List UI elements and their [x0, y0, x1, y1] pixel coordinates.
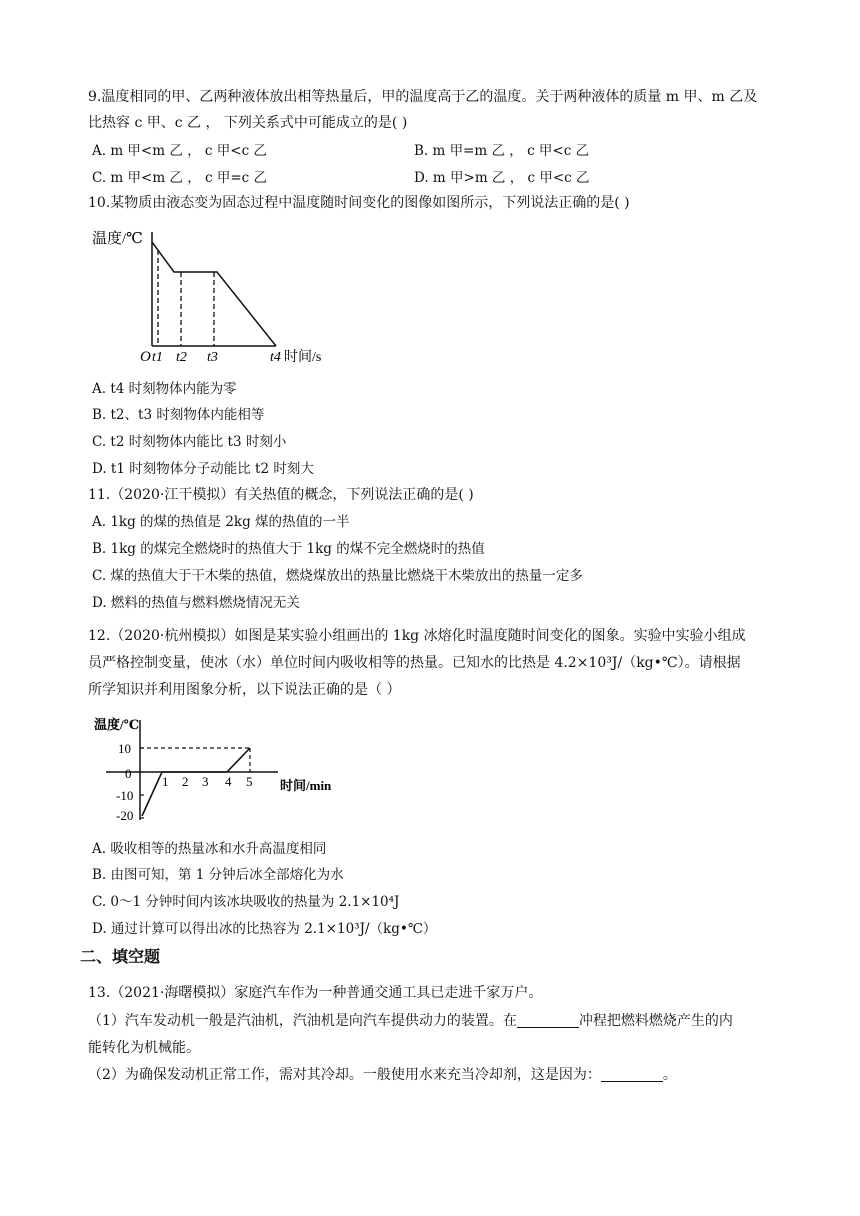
question-9-option-d[interactable]: D. m 甲>m 乙 ， c 甲<c 乙: [414, 170, 590, 186]
question-13-part2-text-a: （2）为确保发动机正常工作，需对其冷却。一般使用水来充当冷却剂，这是因为：: [88, 1067, 601, 1083]
section-title: 二、填空题: [80, 947, 161, 966]
graph-12-xtick-4: 4: [225, 774, 232, 789]
question-13-part2-text-b: 。: [662, 1067, 677, 1083]
graph-12-xtick-2: 2: [182, 774, 189, 789]
question-10-option-d[interactable]: D. t1 时刻物体分子动能比 t2 时刻大: [92, 461, 314, 477]
question-10-graph: [88, 220, 348, 372]
question-13-stem: 13.（2021·海曙模拟）家庭汽车作为一种普通交通工具已走进千家万户。: [88, 985, 543, 1001]
graph-10-ylabel: 温度/℃: [92, 231, 143, 247]
question-11-option-b[interactable]: B. 1kg 的煤完全燃烧时的热值大于 1kg 的煤不完全燃烧时的热值: [92, 541, 485, 557]
graph-10-tick-t2: t2: [176, 350, 187, 365]
graph-10-tick-t3: t3: [207, 350, 218, 365]
question-10-stem: 10.某物质由液态变为固态过程中温度随时间变化的图像如图所示，下列说法正确的是( ): [88, 195, 630, 211]
question-9-line2: 比热容 c 甲、c 乙 ， 下列关系式中可能成立的是( ): [88, 115, 408, 131]
question-11-option-d[interactable]: D. 燃料的热值与燃料燃烧情况无关: [92, 595, 300, 611]
graph-12-ylabel: 温度/℃: [94, 717, 140, 732]
question-13-part1-text-b: 冲程把燃料燃烧产生的内: [578, 1013, 733, 1029]
question-12-option-d[interactable]: D. 通过计算可以得出冰的比热容为 2.1×10³J/（kg•℃）: [92, 921, 437, 937]
graph-10-xlabel: 时间/s: [284, 350, 322, 365]
graph-12-ytick-label-neg10: -10: [116, 788, 134, 803]
graph-10-tick-t4: t4: [270, 350, 281, 365]
graph-12-xtick-1: 1: [162, 774, 169, 789]
question-13-part1-text-a: （1）汽车发动机一般是汽油机，汽油机是向汽车提供动力的装置。在: [88, 1013, 517, 1029]
question-13-blank-2[interactable]: [601, 1065, 663, 1082]
question-10-option-a[interactable]: A. t4 时刻物体内能为零: [92, 381, 237, 397]
question-10-option-c[interactable]: C. t2 时刻物体内能比 t3 时刻小: [92, 434, 287, 450]
graph-12-xtick-5: 5: [246, 774, 253, 789]
question-12-line1: 12.（2020·杭州模拟）如图是某实验小组画出的 1kg 冰熔化时温度随时间变化的图象。实验中实验小组成: [88, 628, 746, 644]
graph-10-tick-t1: t1: [152, 350, 163, 365]
question-12-option-a[interactable]: A. 吸收相等的热量冰和水升高温度相同: [92, 841, 327, 857]
graph-12-xtick-3: 3: [202, 774, 209, 789]
graph-12-ytick-label-0: 0: [125, 766, 132, 781]
graph-12-ytick-label-neg20: -20: [116, 808, 134, 823]
question-13-part2: [88, 1062, 788, 1088]
question-9-option-c[interactable]: C. m 甲<m 乙 ， c 甲=c 乙: [92, 170, 268, 186]
graph-12-ytick-label-10: 10: [118, 741, 131, 756]
question-13-part1: [88, 1008, 788, 1034]
question-10-option-b[interactable]: B. t2、t3 时刻物体内能相等: [92, 407, 265, 423]
question-11-option-a[interactable]: A. 1kg 的煤的热值是 2kg 煤的热值的一半: [92, 514, 350, 530]
question-9-option-b[interactable]: B. m 甲=m 乙 ， c 甲<c 乙: [414, 143, 590, 159]
graph-12-curve: [142, 748, 250, 816]
question-12-graph: [88, 712, 348, 827]
question-12-option-c[interactable]: C. 0～1 分钟时间内该冰块吸收的热量为 2.1×10⁴J: [92, 894, 400, 910]
question-13-blank-1[interactable]: [517, 1011, 579, 1028]
question-11-option-c[interactable]: C. 煤的热值大于干木柴的热值，燃烧煤放出的热量比燃烧干木柴放出的热量一定多: [92, 568, 583, 584]
graph-12-xlabel: 时间/min: [280, 778, 332, 793]
graph-10-origin: O: [140, 349, 151, 365]
question-13-part1-line2: 能转化为机械能。: [88, 1040, 200, 1056]
question-11-stem: 11.（2020·江干模拟）有关热值的概念，下列说法正确的是( ): [88, 487, 474, 503]
question-9-line1: 9.温度相同的甲、乙两种液体放出相等热量后，甲的温度高于乙的温度。关于两种液体的质量 m 甲、m 乙及: [88, 89, 758, 105]
question-12-line2: 员严格控制变量，使冰（水）单位时间内吸收相等的热量。已知水的比热是 4.2×10³J/（kg•℃）。请根据: [88, 655, 741, 671]
question-12-line3: 所学知识并利用图象分析，以下说法正确的是（ ）: [88, 682, 401, 698]
question-12-option-b[interactable]: B. 由图可知，第 1 分钟后冰全部熔化为水: [92, 867, 344, 883]
question-9-option-a[interactable]: A. m 甲<m 乙 ， c 甲<c 乙: [92, 143, 267, 159]
